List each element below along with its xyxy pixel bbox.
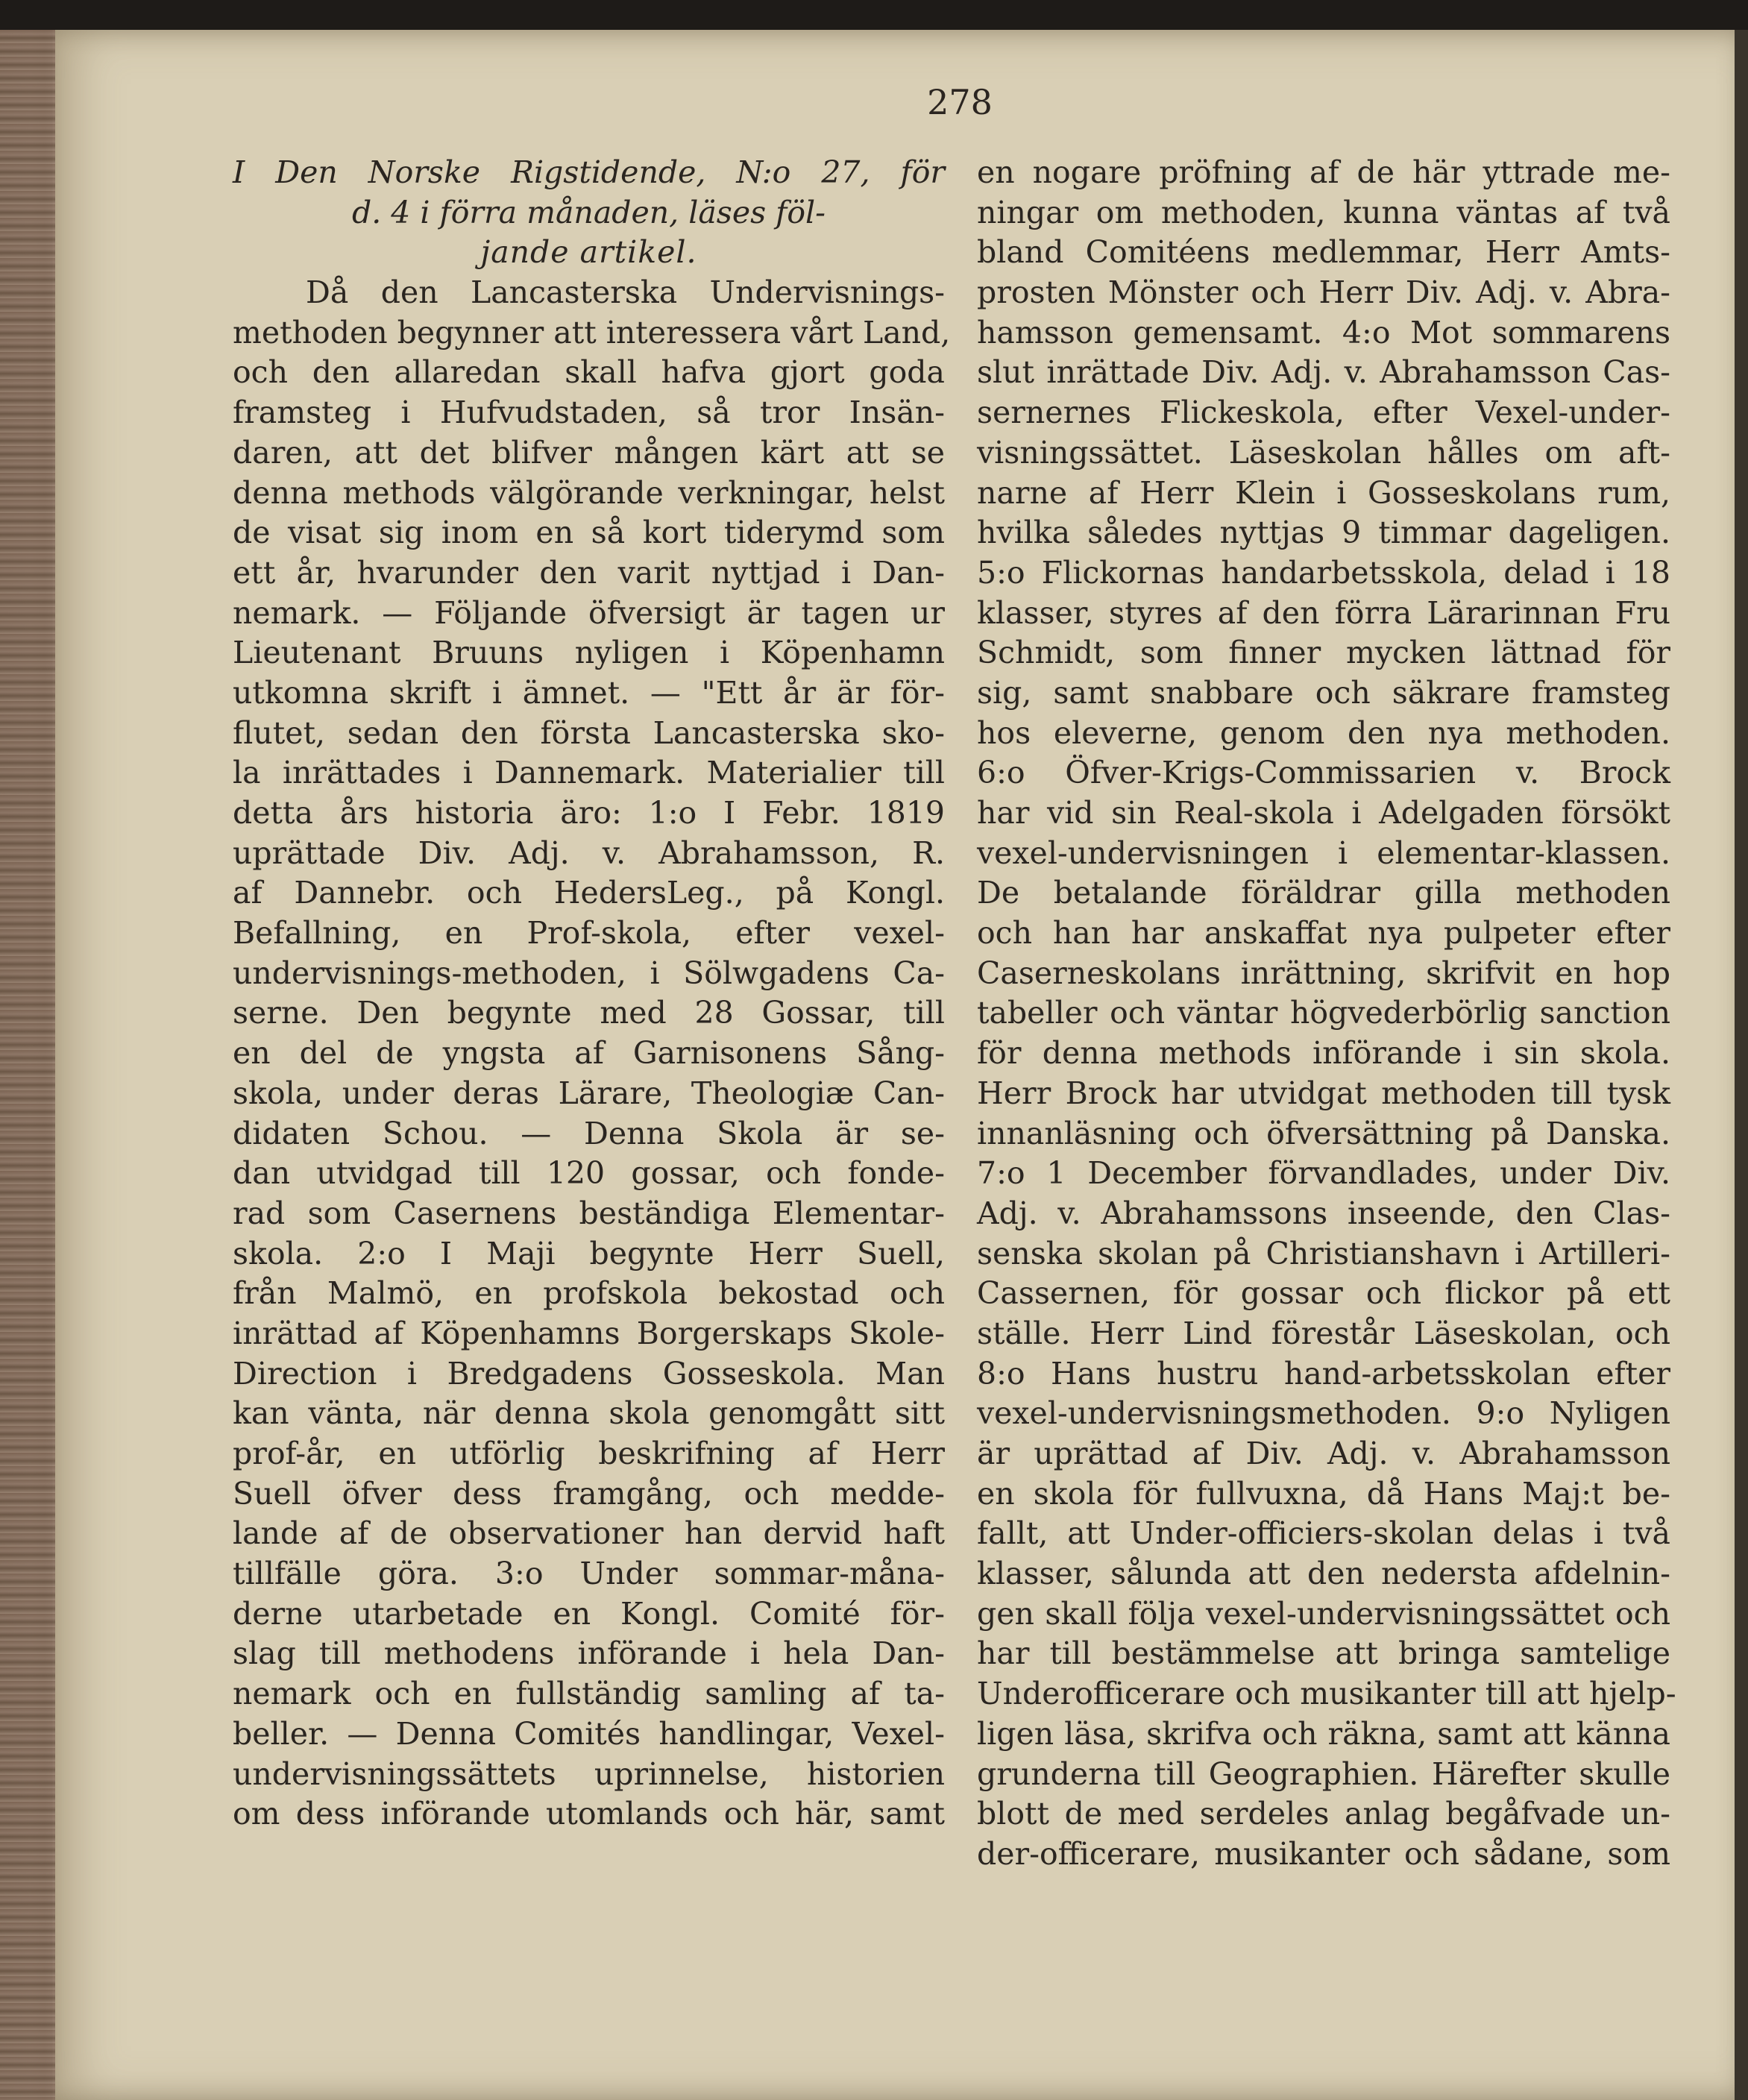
text-line: Herr Brock har utvidgat methoden till tysk <box>977 1075 1670 1111</box>
text-line: ställe. Herr Lind förestår Läseskolan, och <box>977 1315 1670 1351</box>
text-line: har till bestämmelse att bringa samtelige <box>977 1635 1670 1672</box>
text-line: narne af Herr Klein i Gosseskolans rum, <box>977 474 1670 511</box>
text-line: är uprättad af Div. Adj. v. Abrahamsson <box>977 1436 1670 1471</box>
text-line: undervisningssättets uprinnelse, historien <box>233 1755 945 1792</box>
page-right-shadow <box>1735 30 1748 2100</box>
article-heading-line: I Den Norske Rigstidende, N:o 27, för <box>233 154 945 190</box>
text-line: gen skall följa vexel-undervisningssättet och <box>977 1595 1670 1632</box>
text-line: Adj. v. Abrahamssons inseende, den Clas- <box>977 1195 1670 1231</box>
text-line: 6:o Öfver-Krigs-Commissarien v. Brock <box>977 755 1670 791</box>
text-line: uprättade Div. Adj. v. Abrahamsson, R. <box>233 834 945 871</box>
text-line: Då den Lancasterska Undervisnings- <box>306 274 945 311</box>
text-line: flutet, sedan den första Lancasterska sko- <box>233 714 945 751</box>
text-line: daren, att det blifver mången kärt att se <box>233 434 945 471</box>
text-line: undervisnings-methoden, i Sölwgadens Ca- <box>233 955 945 991</box>
text-line: Direction i Bredgadens Gosseskola. Man <box>233 1355 945 1392</box>
text-line: vexel-undervisningen i elementar-klassen. <box>977 834 1670 871</box>
text-line: detta års historia äro: 1:o I Febr. 1819 <box>233 795 945 831</box>
text-line: nemark och en fullständig samling af ta- <box>233 1676 945 1712</box>
text-line: vexel-undervisningsmethoden. 9:o Nyligen <box>977 1395 1670 1432</box>
text-line: sernernes Flickeskola, efter Vexel-under- <box>977 394 1670 431</box>
text-line: 5:o Flickornas handarbetsskola, delad i 18 <box>977 554 1670 591</box>
text-line: ligen läsa, skrifva och räkna, samt att känna <box>977 1715 1670 1752</box>
text-line: Schmidt, som finner mycken lättnad för <box>977 635 1670 671</box>
text-line: prosten Mönster och Herr Div. Adj. v. Abra- <box>977 274 1670 311</box>
text-line: en skola för fullvuxna, då Hans Maj:t be- <box>977 1475 1670 1512</box>
text-line: slut inrättade Div. Adj. v. Abrahamsson Cas- <box>977 354 1670 391</box>
page-number: 278 <box>927 82 993 122</box>
article-heading-line: d. 4 i förra månaden, läses föl- <box>351 194 826 230</box>
text-line: från Malmö, en profskola bekostad och <box>233 1275 945 1312</box>
text-line: klasser, sålunda att den nedersta afdelnin- <box>977 1556 1670 1592</box>
text-line: en del de yngsta af Garnisonens Sång- <box>233 1035 945 1072</box>
text-line: hvilka således nyttjas 9 timmar dageligen. <box>977 515 1670 551</box>
text-line: skola, under deras Lärare, Theologiæ Can- <box>233 1075 945 1111</box>
text-line: De betalande föräldrar gilla methoden <box>977 875 1670 911</box>
text-line: grunderna till Geographien. Härefter skulle <box>977 1755 1670 1792</box>
text-line: Underofficerare och musikanter till att hjelp- <box>977 1676 1676 1712</box>
text-line: bland Comitéens medlemmar, Herr Amts- <box>977 234 1670 271</box>
text-line: klasser, styres af den förra Lärarinnan Fru <box>977 594 1670 631</box>
text-line: tillfälle göra. 3:o Under sommar-måna- <box>233 1556 945 1592</box>
text-line: 7:o 1 December förvandlades, under Div. <box>977 1155 1670 1192</box>
left-text-column <box>233 153 951 1835</box>
text-line: hos eleverne, genom den nya methoden. <box>977 714 1670 751</box>
text-line: 8:o Hans hustru hand-arbetsskolan efter <box>977 1355 1670 1392</box>
text-line: slag till methodens införande i hela Dan- <box>233 1635 945 1672</box>
text-line: prof-år, en utförlig beskrifning af Herr <box>233 1436 945 1471</box>
text-line: beller. — Denna Comités handlingar, Vexel- <box>233 1715 945 1752</box>
text-line: senska skolan på Christianshavn i Artilleri- <box>977 1235 1670 1271</box>
text-line: dan utvidgad till 120 gossar, och fonde- <box>233 1155 945 1192</box>
text-line: ett år, hvarunder den varit nyttjad i Dan- <box>233 554 945 591</box>
text-line: en nogare pröfning af de här yttrade me- <box>977 154 1670 190</box>
article-heading-line: jande artikel. <box>480 234 697 271</box>
text-line: innanläsning och öfversättning på Danska. <box>977 1115 1670 1151</box>
text-line: derne utarbetade en Kongl. Comité för- <box>233 1595 945 1632</box>
right-text-column <box>977 153 1676 1875</box>
text-line: ningar om methoden, kunna väntas af två <box>977 194 1670 230</box>
text-line: Cassernen, för gossar och flickor på ett <box>977 1275 1670 1312</box>
text-line: Suell öfver dess framgång, och medde- <box>233 1475 945 1512</box>
text-line: kan vänta, när denna skola genomgått sitt <box>233 1395 945 1432</box>
text-line: rad som Casernens beständiga Elementar- <box>233 1195 945 1231</box>
text-line: tabeller och väntar högvederbörlig sanction <box>977 995 1670 1031</box>
text-line: för denna methods införande i sin skola. <box>977 1035 1670 1072</box>
text-line: nemark. — Följande öfversigt är tagen ur <box>233 594 945 631</box>
text-line: har vid sin Real-skola i Adelgaden försökt <box>977 795 1670 831</box>
text-line: blott de med serdeles anlag begåfvade un- <box>977 1796 1670 1832</box>
text-line: methoden begynner att interessera vårt Land, <box>233 314 951 350</box>
book-spine-edge <box>0 30 55 2100</box>
text-line: sig, samt snabbare och säkrare framsteg <box>977 674 1670 711</box>
text-line: framsteg i Hufvudstaden, så tror Insän- <box>233 394 945 431</box>
text-line: och han har anskaffat nya pulpeter efter <box>977 915 1670 952</box>
text-line: Caserneskolans inrättning, skrifvit en hop <box>977 955 1670 991</box>
text-line: Befallning, en Prof-skola, efter vexel- <box>233 915 945 952</box>
text-line: inrättad af Köpenhamns Borgerskaps Skole- <box>233 1315 945 1351</box>
text-line: skola. 2:o I Maji begynte Herr Suell, <box>233 1235 945 1271</box>
text-line: utkomna skrift i ämnet. — "Ett år är för- <box>233 674 945 711</box>
text-line: och den allaredan skall hafva gjort goda <box>233 354 945 391</box>
text-line: la inrättades i Dannemark. Materialier till <box>233 755 945 791</box>
text-line: fallt, att Under-officiers-skolan delas i två <box>977 1515 1670 1552</box>
text-line: denna methods välgörande verkningar, helst <box>233 474 945 511</box>
text-line: der-officerare, musikanter och sådane, som <box>977 1835 1670 1872</box>
text-line: serne. Den begynte med 28 Gossar, till <box>233 995 945 1031</box>
text-line: hamsson gemensamt. 4:o Mot sommarens <box>977 314 1670 350</box>
text-line: lande af de observationer han dervid haft <box>233 1515 945 1552</box>
text-line: visningssättet. Läseskolan hålles om aft- <box>977 434 1670 471</box>
text-line: Lieutenant Bruuns nyligen i Köpenhamn <box>233 635 945 671</box>
text-line: af Dannebr. och HedersLeg., på Kongl. <box>233 875 945 911</box>
text-line: de visat sig inom en så kort tiderymd som <box>233 515 945 551</box>
text-line: om dess införande utomlands och här, samt <box>233 1796 945 1832</box>
text-line: didaten Schou. — Denna Skola är se- <box>233 1115 945 1151</box>
